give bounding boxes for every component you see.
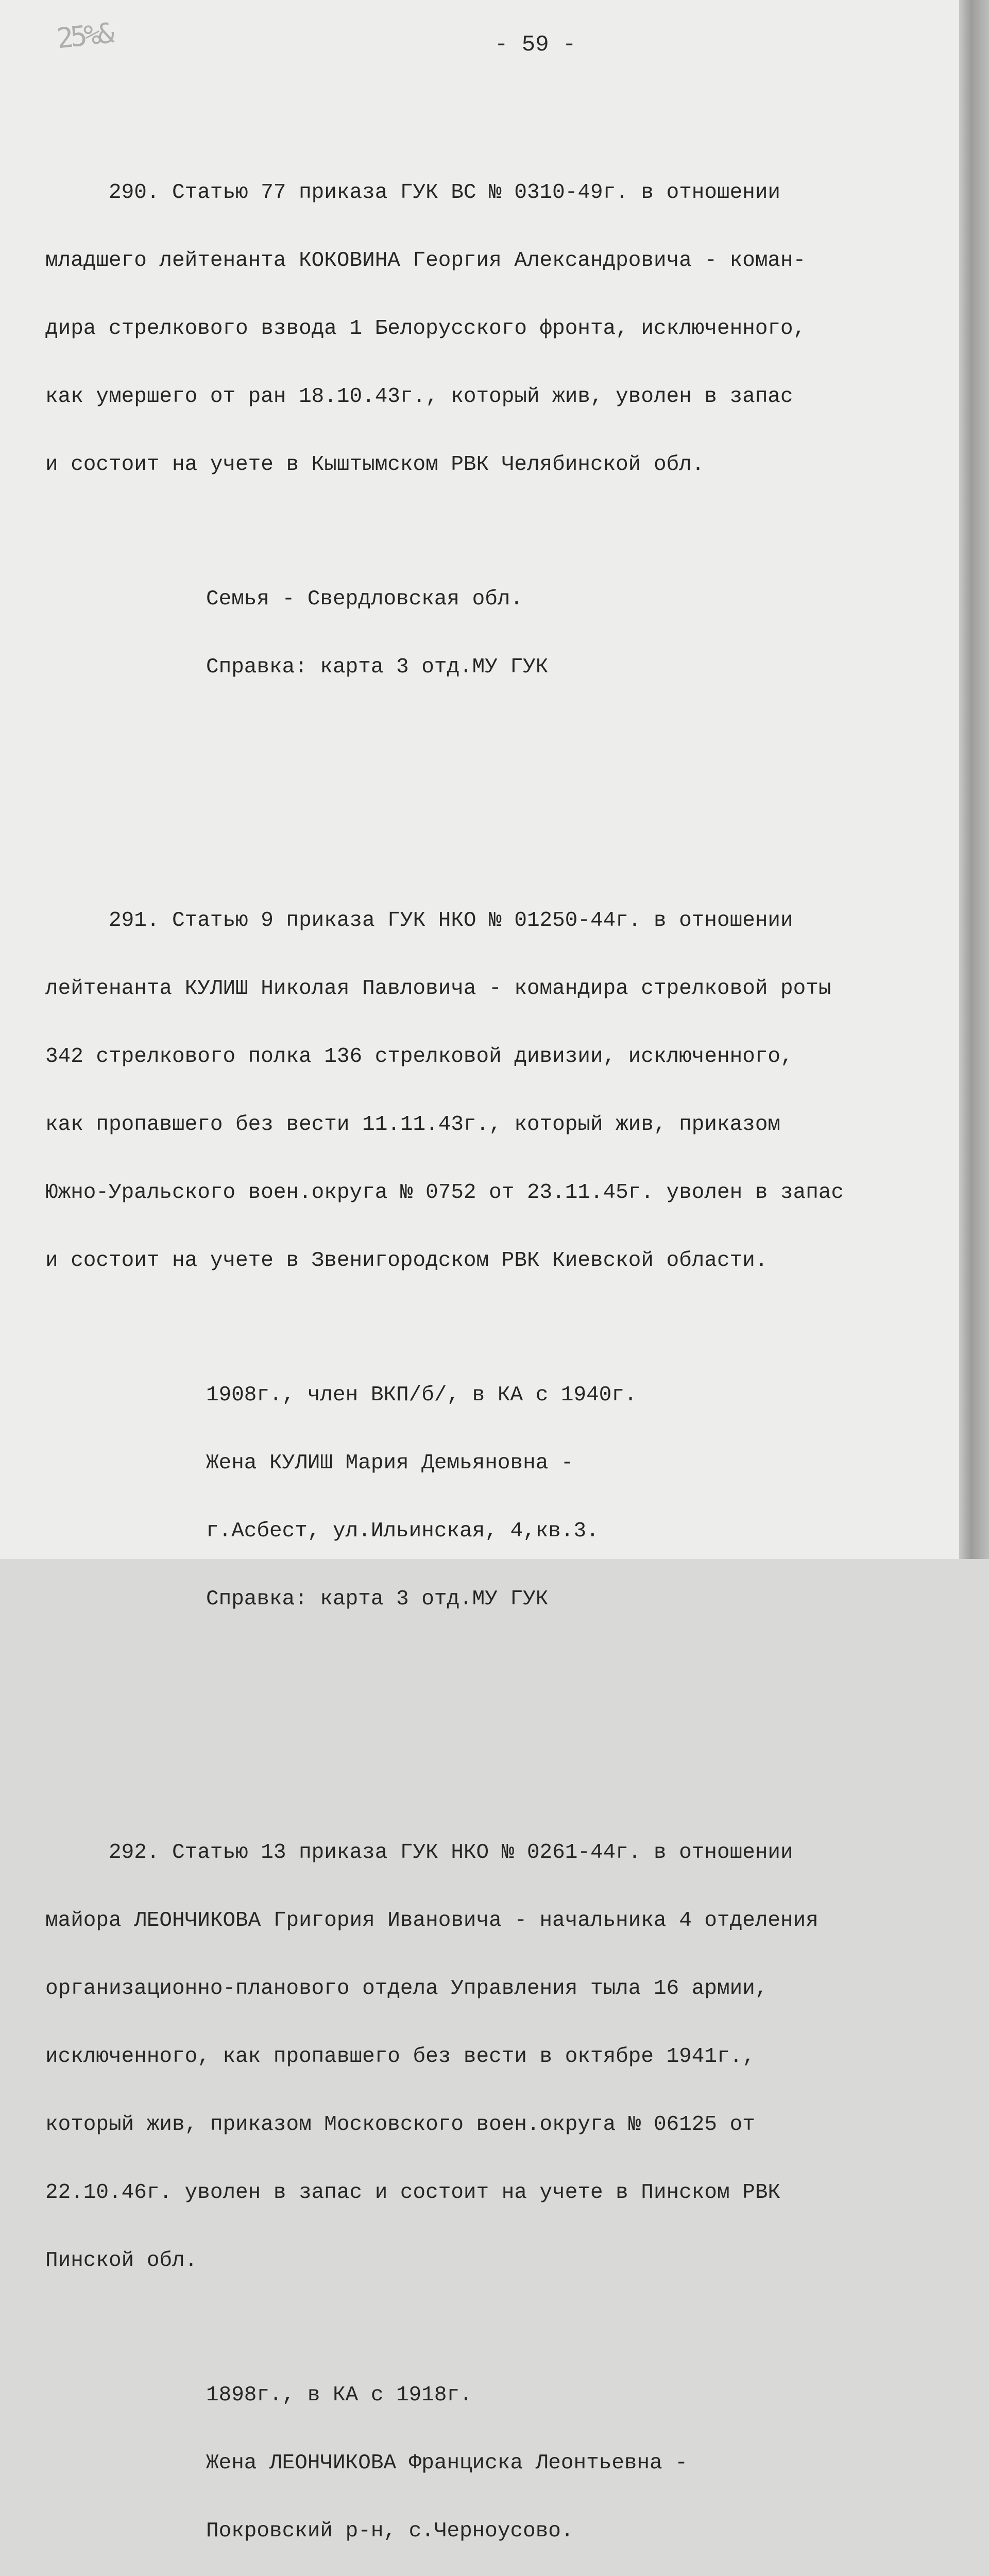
- entry-line: как пропавшего без вести 11.11.43г., который жив, приказом: [45, 1113, 781, 1137]
- document-body: [45, 68, 952, 2576]
- entry-292: [45, 1796, 952, 2576]
- entry-note-line: Справка: карта 3 отд.МУ ГУК: [206, 655, 549, 679]
- entry-note-line: г.Асбест, ул.Ильинская, 4,кв.3.: [206, 1519, 599, 1543]
- entry-line: который жив, приказом Московского воен.округа № 06125 от: [45, 2113, 755, 2137]
- entry-note-line: 1898г., в КА с 1918г.: [206, 2383, 472, 2407]
- scan-page-edge: [959, 0, 989, 1559]
- entry-line: и состоит на учете в Кыштымском РВК Челябинской обл.: [45, 453, 705, 477]
- entry-note-line: Жена КУЛИШ Мария Демьяновна -: [206, 1451, 574, 1475]
- entry-note-line: Семья - Свердловская обл.: [206, 587, 523, 611]
- entry-line: 342 стрелкового полка 136 стрелковой дивизии, исключенного,: [45, 1045, 793, 1069]
- entry-line: лейтенанта КУЛИШ Николая Павловича - командира стрелковой роты: [45, 977, 831, 1001]
- entry-line: дира стрелкового взвода 1 Белорусского фронта, исключенного,: [45, 317, 806, 341]
- entry-line: 291. Статью 9 приказа ГУК НКО № 01250-44г. в отношении: [45, 909, 793, 933]
- entry-291: [45, 864, 952, 1728]
- entry-line: Пинской обл.: [45, 2249, 198, 2273]
- entry-note-line: 1908г., член ВКП/б/, в КА с 1940г.: [206, 1383, 637, 1407]
- entry-290: [45, 136, 952, 796]
- entry-line: 292. Статью 13 приказа ГУК НКО № 0261-44г. в отношении: [45, 1841, 793, 1865]
- entry-line: 290. Статью 77 приказа ГУК ВС № 0310-49г. в отношении: [45, 181, 781, 205]
- entry-line: и состоит на учете в Звенигородском РВК Киевской области.: [45, 1249, 768, 1273]
- entry-line: исключенного, как пропавшего без вести в октябре 1941г.,: [45, 2045, 755, 2069]
- entry-note-line: Жена ЛЕОНЧИКОВА Франциска Леонтьевна -: [206, 2451, 688, 2475]
- entry-note-line: Покровский р-н, с.Черноусово.: [206, 2519, 574, 2543]
- entry-line: Южно-Уральского воен.округа № 0752 от 23.11.45г. уволен в запас: [45, 1181, 844, 1205]
- entry-line: младшего лейтенанта КОКОВИНА Георгия Александровича - коман-: [45, 249, 806, 273]
- page-number: - 59 -: [494, 32, 576, 58]
- entry-line: как умершего от ран 18.10.43г., который жив, уволен в запас: [45, 385, 793, 409]
- entry-note-line: Справка: карта 3 отд.МУ ГУК: [206, 1587, 549, 1611]
- entry-line: организационно-планового отдела Управления тыла 16 армии,: [45, 1977, 768, 2001]
- entry-line: 22.10.46г. уволен в запас и состоит на учете в Пинском РВК: [45, 2181, 781, 2205]
- entry-line: майора ЛЕОНЧИКОВА Григория Ивановича - начальника 4 отделения: [45, 1909, 819, 1933]
- corner-handwritten-mark: 25%&: [55, 16, 113, 55]
